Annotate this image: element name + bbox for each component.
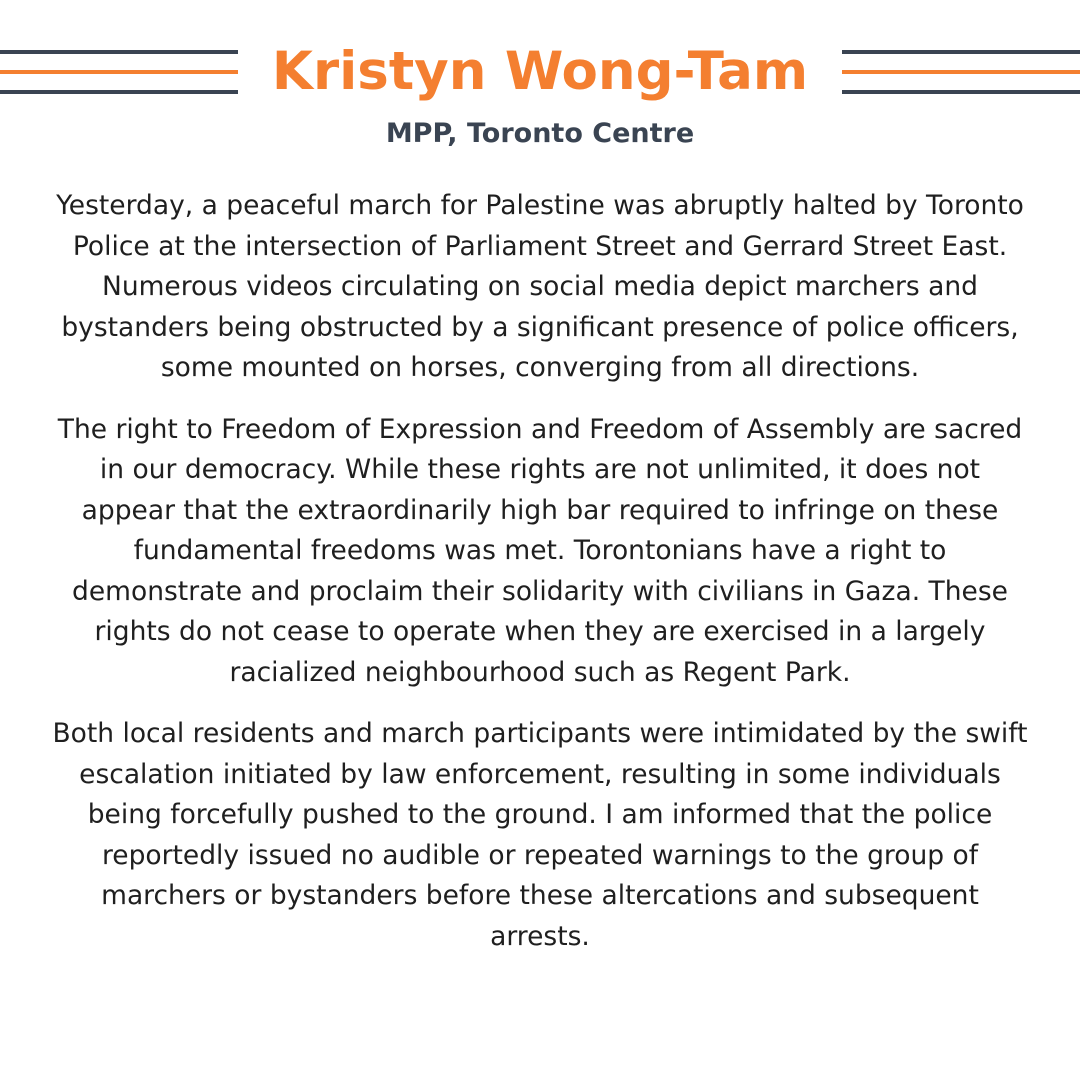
paragraph: The right to Freedom of Expression and Freedom of Assembly are sacred in our democracy. While these rights are not unlimited, it does not appear that the extraordinarily high bar required to infringe on these fundamental freedoms was met. Torontonians have a right to demonstrate and proclaim their solidarity with civilians in Gaza. These rights do not cease to operate when they are exercised in a largely racialized neighbourhood such as Regent Park. bbox=[57, 413, 1023, 688]
right-rule-top bbox=[842, 50, 1080, 54]
author-name: Kristyn Wong-Tam bbox=[271, 41, 809, 102]
author-role: MPP, Toronto Centre bbox=[385, 118, 695, 149]
statement-body bbox=[50, 186, 1030, 978]
paragraph: Both local residents and march participants were intimidated by the swift escalation initiated by law enforcement, resulting in some individuals being forcefully pushed to the ground. I am informed that the police reportedly issued no audible or repeated warnings to the group of marchers or bystanders before these altercations and subsequent arrests. bbox=[52, 718, 1028, 952]
right-decorative-rules bbox=[842, 50, 1080, 96]
right-rule-bottom bbox=[842, 90, 1080, 94]
header bbox=[0, 36, 1080, 116]
right-rule-middle bbox=[842, 70, 1080, 74]
paragraph: Yesterday, a peaceful march for Palestine was abruptly halted by Toronto Police at the intersection of Parliament Street and Gerrard Street East. Numerous videos circulating on social media depict marchers and bystanders being obstructed by a significant presence of police officers, some mounted on horses, converging from all directions. bbox=[56, 190, 1024, 383]
